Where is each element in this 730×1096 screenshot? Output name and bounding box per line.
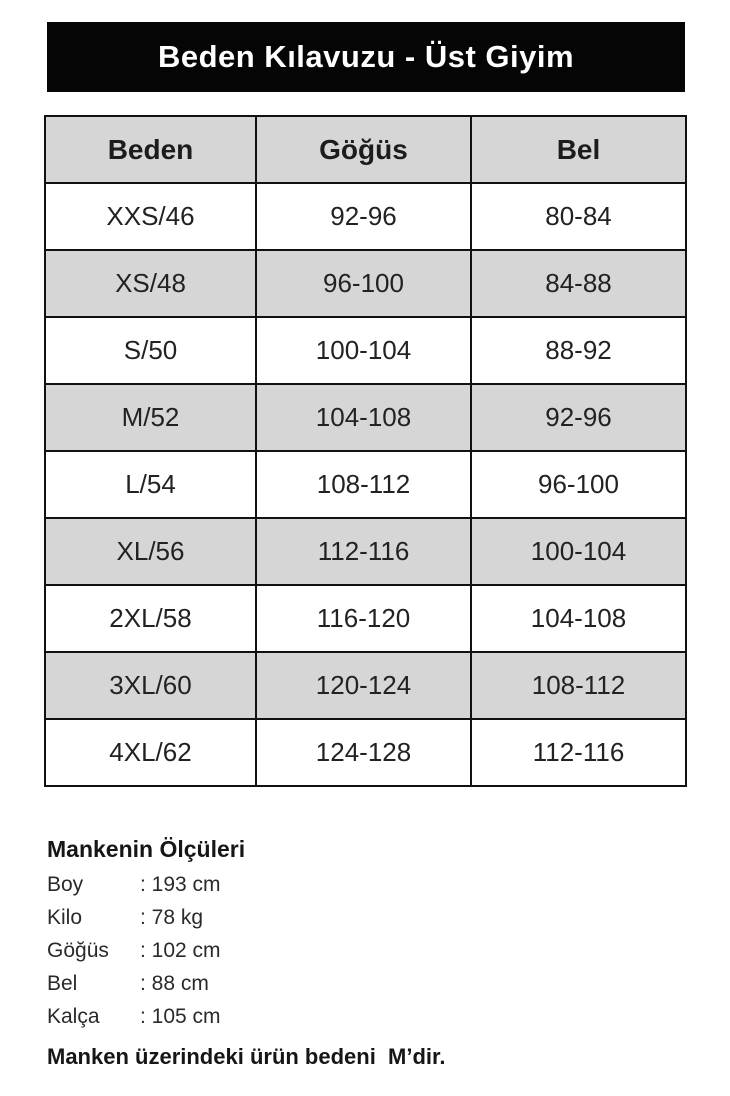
table-row <box>45 183 686 250</box>
waist-cell: 104-108 <box>471 585 686 652</box>
chest-cell: 124-128 <box>256 719 471 786</box>
model-measurements-section <box>47 836 687 1070</box>
measurements-heading: Mankenin Ölçüleri <box>47 836 246 862</box>
size-cell: XS/48 <box>45 250 256 317</box>
chest-cell: 92-96 <box>256 183 471 250</box>
measurement-value: : 105 cm <box>140 1005 221 1028</box>
column-header-gogus: Göğüs <box>256 116 471 183</box>
table-row <box>45 585 686 652</box>
measurement-value: : 88 cm <box>140 972 209 995</box>
title-banner <box>47 22 685 92</box>
measurement-value: : 102 cm <box>140 939 221 962</box>
measurement-value: : 78 kg <box>140 906 204 929</box>
waist-cell: 108-112 <box>471 652 686 719</box>
chest-cell: 108-112 <box>256 451 471 518</box>
chest-cell: 112-116 <box>256 518 471 585</box>
size-cell: S/50 <box>45 317 256 384</box>
measurement-value: : 193 cm <box>140 873 221 896</box>
measurement-label: Kalça <box>47 1005 100 1028</box>
table-row <box>45 250 686 317</box>
chest-cell: 96-100 <box>256 250 471 317</box>
measurement-row-bel <box>47 972 687 1005</box>
chest-cell: 116-120 <box>256 585 471 652</box>
size-table <box>44 115 687 787</box>
table-row <box>45 317 686 384</box>
waist-cell: 92-96 <box>471 384 686 451</box>
chest-cell: 120-124 <box>256 652 471 719</box>
column-header-bel: Bel <box>471 116 686 183</box>
size-cell: M/52 <box>45 384 256 451</box>
waist-cell: 84-88 <box>471 250 686 317</box>
chest-cell: 104-108 <box>256 384 471 451</box>
waist-cell: 80-84 <box>471 183 686 250</box>
column-header-beden: Beden <box>45 116 256 183</box>
measurement-row-boy <box>47 873 687 906</box>
measurement-row-kalca <box>47 1005 687 1038</box>
table-row <box>45 384 686 451</box>
measurement-row-kilo <box>47 906 687 939</box>
size-cell: 4XL/62 <box>45 719 256 786</box>
measurement-row-gogus <box>47 939 687 972</box>
table-row <box>45 451 686 518</box>
size-cell: 3XL/60 <box>45 652 256 719</box>
header-row <box>45 116 686 183</box>
size-cell: XL/56 <box>45 518 256 585</box>
page-title: Beden Kılavuzu - Üst Giyim <box>157 39 575 74</box>
measurement-label: Bel <box>47 972 78 995</box>
product-size-note: Manken üzerindeki ürün bedeni M’dir. <box>47 1044 446 1069</box>
waist-cell: 112-116 <box>471 719 686 786</box>
size-cell: 2XL/58 <box>45 585 256 652</box>
waist-cell: 96-100 <box>471 451 686 518</box>
measurement-label: Kilo <box>47 906 83 929</box>
waist-cell: 100-104 <box>471 518 686 585</box>
table-row <box>45 652 686 719</box>
size-cell: L/54 <box>45 451 256 518</box>
measurement-label: Göğüs <box>47 939 109 962</box>
waist-cell: 88-92 <box>471 317 686 384</box>
table-row <box>45 719 686 786</box>
size-cell: XXS/46 <box>45 183 256 250</box>
table-row <box>45 518 686 585</box>
measurement-label: Boy <box>47 873 84 896</box>
chest-cell: 100-104 <box>256 317 471 384</box>
